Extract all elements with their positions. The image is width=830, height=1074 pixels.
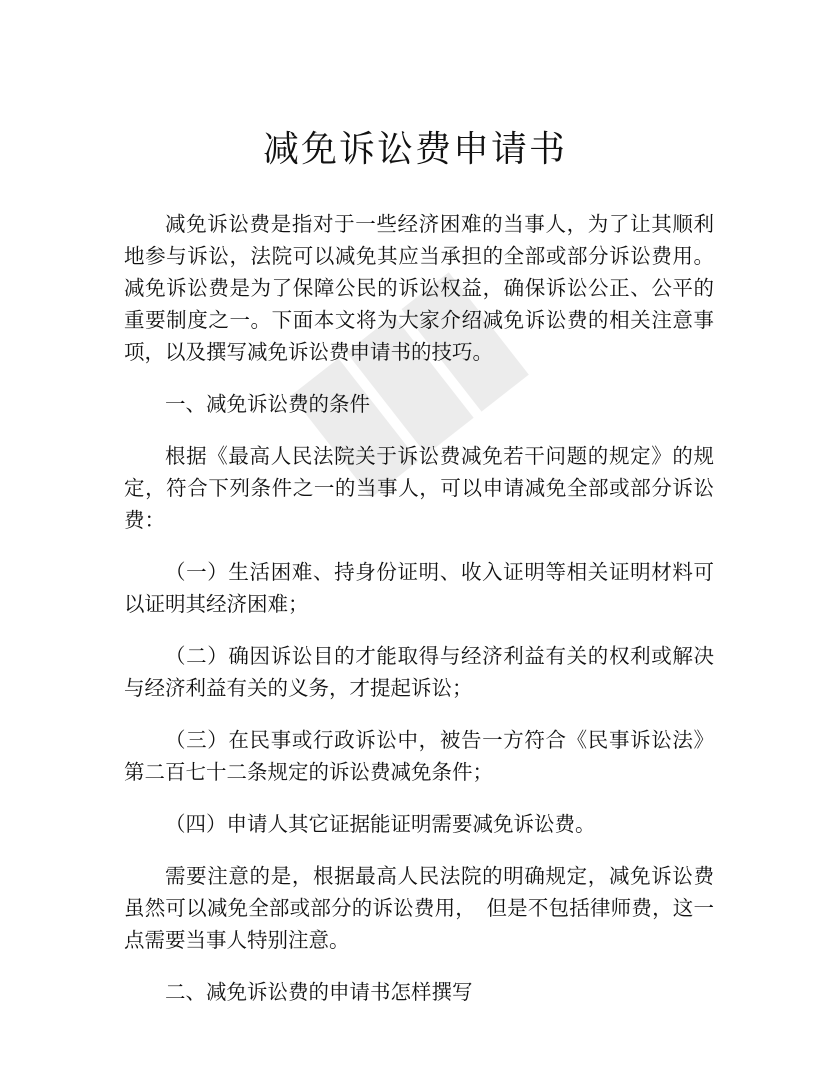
condition-item-1: （一）生活困难、持身份证明、收入证明等相关证明材料可以证明其经济困难； <box>124 560 714 616</box>
document-title: 减免诉讼费申请书 <box>262 129 567 170</box>
section-heading-conditions: 一、减免诉讼费的条件 <box>165 392 370 416</box>
condition-item-4: （四）申请人其它证据能证明需要减免诉讼费。 <box>165 812 596 836</box>
condition-item-3: （三）在民事或行政诉讼中，被告一方符合《民事诉讼法》第二百七十二条规定的诉讼费减免条件； <box>124 728 714 784</box>
intro-paragraph: 减免诉讼费是指对于一些经济困难的当事人，为了让其顺利地参与诉讼，法院可以减免其应当承担的全部或部分诉讼费用。减免诉讼费是为了保障公民的诉讼权益，确保诉讼公正、公平的重要制度之一。下面本文将为大家介绍减免诉讼费的相关注意事项，以及撰写减免诉讼费申请书的技巧。 <box>124 212 714 364</box>
note-paragraph: 需要注意的是，根据最高人民法院的明确规定，减免诉讼费虽然可以减免全部或部分的诉讼费用， 但是不包括律师费，这一点需要当事人特别注意。 <box>124 864 714 952</box>
document-body <box>124 208 714 1028</box>
condition-item-2: （二）确因诉讼目的才能取得与经济利益有关的权利或解决与经济利益有关的义务，才提起诉讼； <box>124 644 714 700</box>
section-heading-writing: 二、减免诉讼费的申请书怎样撰写 <box>165 980 473 1004</box>
regulation-paragraph: 根据《最高人民法院关于诉讼费减免若干问题的规定》的规定，符合下列条件之一的当事人，可以申请减免全部或部分诉讼费： <box>124 444 714 532</box>
